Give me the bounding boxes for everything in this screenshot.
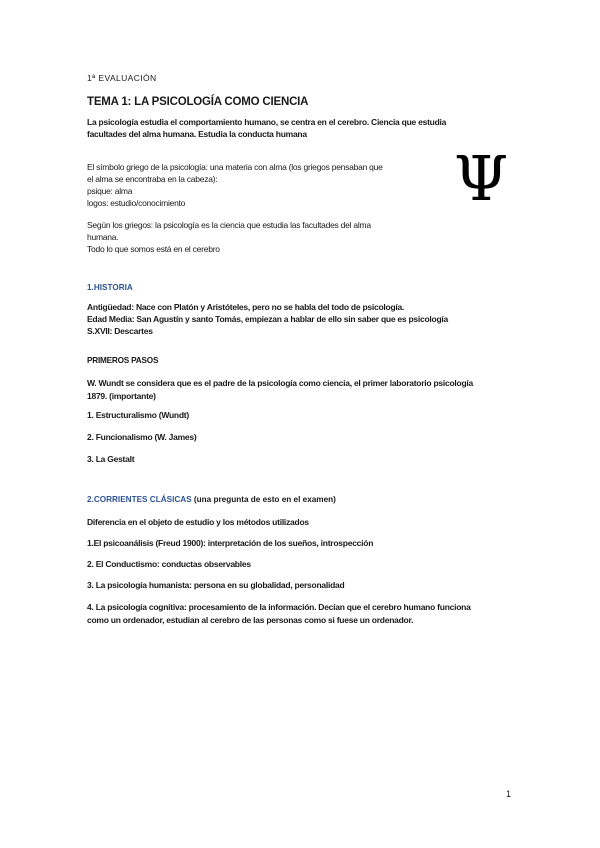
list-item: 2. Funcionalismo (W. James) xyxy=(87,432,197,442)
page-title: TEMA 1: LA PSICOLOGÍA COMO CIENCIA xyxy=(87,96,309,108)
list-item: 2. El Conductismo: conductas observables xyxy=(87,559,251,569)
historia-heading: 1.HISTORIA xyxy=(87,283,133,292)
corrientes-heading xyxy=(87,494,336,506)
corrientes-subheading: Diferencia en el objeto de estudio y los métodos utilizados xyxy=(87,517,309,527)
greeks-line: humana. xyxy=(87,232,119,242)
evaluation-label: 1ª EVALUACIÓN xyxy=(87,73,157,83)
list-item: 3. La Gestalt xyxy=(87,454,135,464)
historia-line: S.XVII: Descartes xyxy=(87,326,153,336)
symbol-line: psique: alma xyxy=(87,186,133,196)
corrientes-heading-note: (una pregunta de esto en el examen) xyxy=(191,495,336,504)
wundt-line: 1879. (importante) xyxy=(87,391,156,401)
cognitive-line: como un ordenador, estudian al cerebro de las personas como si fuese un ordenador. xyxy=(87,615,414,625)
greeks-line: Todo lo que somos está en el cerebro xyxy=(87,244,220,254)
wundt-line: W. Wundt se considera que es el padre de la psicología como ciencia, el primer laboratorio psicología xyxy=(87,378,474,388)
historia-line: Antigüedad: Nace con Platón y Aristóteles, pero no se habla del todo de psicología. xyxy=(87,302,405,312)
cognitive-line: 4. La psicología cognitiva: procesamiento de la información. Decían que el cerebro humano funciona xyxy=(87,602,471,612)
historia-line: Edad Media: San Agustín y santo Tomás, empiezan a hablar de ello sin saber que es psicología xyxy=(87,314,449,324)
intro-line: facultades del alma humana. Estudia la conducta humana xyxy=(87,129,307,139)
greeks-line: Según los griegos: la psicología es la ciencia que estudia las facultades del alma xyxy=(87,220,371,230)
symbol-line: el alma se encontraba en la cabeza): xyxy=(87,174,218,184)
corrientes-heading-title: 2.CORRIENTES CLÁSICAS xyxy=(87,495,192,504)
primeros-pasos-heading: PRIMEROS PASOS xyxy=(87,356,159,365)
intro-line: La psicología estudia el comportamiento humano, se centra en el cerebro. Ciencia que estudia xyxy=(87,117,447,127)
psi-symbol: Ψ xyxy=(453,142,509,215)
symbol-line: El símbolo griego de la psicología: una materia con alma (los griegos pensaban que xyxy=(87,162,383,172)
list-item: 1.El psicoanálisis (Freud 1900): interpretación de los sueños, introspección xyxy=(87,538,374,548)
page-number: 1 xyxy=(506,789,512,799)
list-item: 1. Estructuralismo (Wundt) xyxy=(87,410,189,420)
list-item: 3. La psicología humanista: persona en su globalidad, personalidad xyxy=(87,580,345,590)
symbol-line: logos: estudio/conocimiento xyxy=(87,198,186,208)
